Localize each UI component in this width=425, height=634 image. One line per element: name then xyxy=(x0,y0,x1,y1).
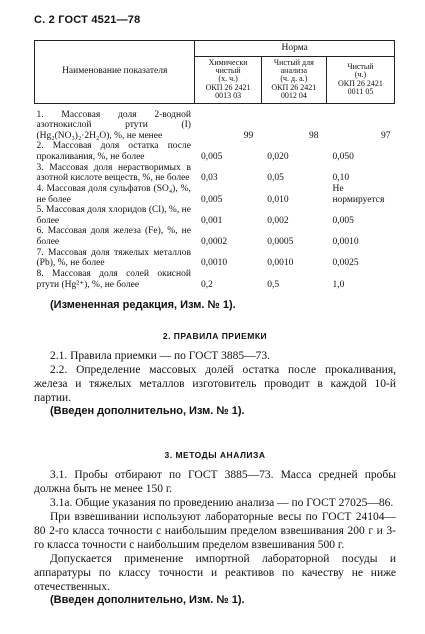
column-header-name: Наименование показателя xyxy=(35,41,195,104)
paragraph: 2.1. Правила приемки — по ГОСТ 3885—73. xyxy=(50,350,271,362)
table-row: 4. Массовая доля сульфатов (SO₄), %, не более 0,005 0,010 Не нормируется xyxy=(36,183,385,205)
table-row: 5. Массовая доля хлоридов (Cl), %, не более 0,001 0,002 0,005 xyxy=(36,205,354,226)
paragraph: Допускается применение импортной лабораторной посуды и аппаратуры по классу точности и реактивов по качеству не ниже отечественных. xyxy=(34,553,396,594)
section-title-methods: 3. МЕТОДЫ АНАЛИЗА xyxy=(164,450,266,460)
amendment-note: (Введен дополнительно, Изм. № 1). xyxy=(50,405,245,418)
table-row: 6. Массовая доля железа (Fe), %, не более 0,0002 0,0005 0,0010 xyxy=(36,226,359,248)
section-title-acceptance: 2. ПРАВИЛА ПРИЕМКИ xyxy=(162,331,268,341)
table-row: 8. Массовая доля солей окисной ртути (Hg²⁺), %, не более 0,2 0,5 1,0 xyxy=(36,268,345,290)
grade-header-2: Чистый для анализа (ч. д. а.) ОКП 26 2421 0012 04 xyxy=(261,56,326,103)
amendment-note: (Измененная редакция, Изм. № 1). xyxy=(50,299,236,311)
table-row: 1. Массовая доля 2-водной азотнокислой ртути (I) (Hg₂(NO₃)₂·2H₂O), %, не менее 99 98 97 xyxy=(36,109,391,141)
section-methods-body xyxy=(34,468,396,608)
paragraph: При взвешивании используют лабораторные весы по ГОСТ 24104—80 2-го класса точности с наибольшим пределом взвешивания 200 г и 3-го класса точности с наибольшим пределом взвешивания 500 г. xyxy=(34,511,396,552)
paragraph: 2.2. Определение массовых долей остатка после прокаливания, железа и тяжелых металлов изготовитель проводит в каждой 10-й партии. xyxy=(34,364,396,405)
paragraph: 3.1. Пробы отбирают по ГОСТ 3885—73. Масса средней пробы должна быть не менее 150 г. xyxy=(34,469,396,496)
paragraph: 3.1а. Общие указания по проведению анализа — по ГОСТ 27025—86. xyxy=(50,497,394,510)
grade-header-1: Химически чистый (х. ч.) ОКП 26 2421 0013 03 xyxy=(195,56,261,103)
amendment-note-1-block xyxy=(34,299,396,312)
table-row: 3. Массовая доля нерастворимых в азотной кислоте веществ, %, не более 0,03 0,05 0,10 xyxy=(36,162,350,184)
column-header-norm: Норма xyxy=(195,41,395,57)
table-row: 7. Массовая доля тяжелых металлов (Pb), %, не более 0,0010 0,0010 0,0025 xyxy=(36,247,359,269)
table-row: 2. Массовая доля остатка после прокаливания, %, не более 0,005 0,020 0,050 xyxy=(36,141,354,163)
grade-header-3: Чистый (ч.) ОКП 26 2421 0011 05 xyxy=(326,56,394,103)
section-acceptance-body xyxy=(34,349,396,418)
amendment-note: (Введен дополнительно, Изм. № 1). xyxy=(50,594,245,607)
norm-table xyxy=(34,40,395,290)
page-header: С. 2 ГОСТ 4521—78 xyxy=(34,14,141,26)
